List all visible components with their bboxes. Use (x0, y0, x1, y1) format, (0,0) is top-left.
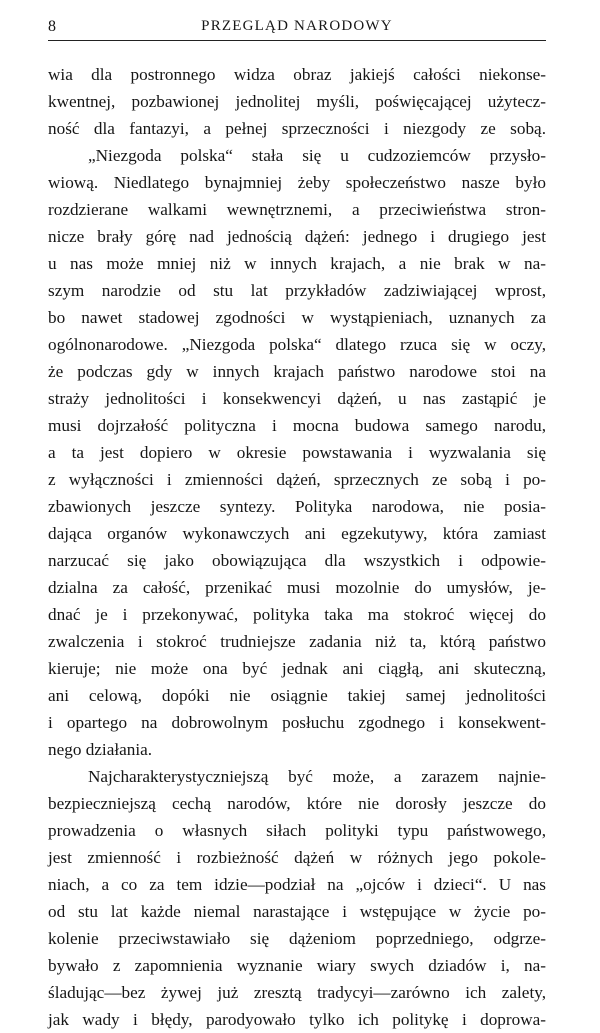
text-line: straży jednolitości i konsekwencyi dążeń, u nas zastąpić je (48, 389, 546, 408)
paragraph-first-line: „Niezgoda polska“ stała się u cudzoziemców przysło- (88, 146, 546, 165)
text-line: nego działania. (48, 740, 153, 759)
text-line: nicze brały górę nad jednością dążeń: jednego i drugiego jest (48, 227, 546, 246)
text-line: zbawionych jeszcze syntezy. Polityka narodowa, nie posia- (48, 497, 546, 516)
text-line: wiową. Niedlatego bynajmniej żeby społeczeństwo nasze było (48, 173, 546, 192)
text-line: i opartego na dobrowolnym posłuchu zgodnego i konsekwent- (48, 713, 546, 732)
text-line: kwentnej, pozbawionej jednolitej myśli, poświęcającej użytecz- (48, 92, 546, 111)
text-line: zwalczenia i stokroć trudniejsze zadania niż ta, którą państwo (48, 632, 546, 651)
text-line: bezpieczniejszą cechą narodów, które nie dorosły jeszcze do (48, 794, 546, 813)
text-line: od stu lat każde niemal narastające i wstępujące w życie po- (48, 902, 546, 921)
page-header (48, 14, 546, 36)
text-line: wia dla postronnego widza obraz jakiejś całości niekonse- (48, 65, 546, 84)
text-line: jest zmienność i rozbieżność dążeń w różnych jego pokole- (48, 848, 546, 867)
book-page (48, 14, 546, 1029)
text-line: u nas może mniej niż w innych krajach, a nie brak w na- (48, 254, 546, 273)
text-line: jak wady i błędy, parodyowało tylko ich politykę i doprowa- (48, 1010, 546, 1029)
text-line: ogólnonarodowe. „Niezgoda polska“ dlatego rzuca się w oczy, (48, 335, 546, 354)
text-line: śladując—bez żywej już zresztą tradycyi—zarówno ich zalety, (48, 983, 546, 1002)
paragraph-first-line: Najcharakterystyczniejszą być może, a zarazem najnie- (88, 767, 546, 786)
text-line: bywało z zapomnienia wyznanie wiary swych dziadów i, na- (48, 956, 546, 975)
running-title: PRZEGLĄD NARODOWY (201, 18, 393, 34)
text-line: dzialna za całość, przenikać musi mozolnie do umysłów, je- (48, 578, 546, 597)
text-line: kieruje; nie może ona być jednak ani ciągłą, ani skuteczną, (48, 659, 546, 678)
text-line: rozdzierane walkami wewnętrznemi, a przeciwieństwa stron- (48, 200, 546, 219)
text-line: dająca organów wykonawczych ani egzekutywy, która zamiast (48, 524, 546, 543)
text-line: z wyłączności i zmienności dążeń, sprzecznych ze sobą i po- (48, 470, 546, 489)
text-line: ność dla fantazyi, a pełnej sprzeczności i niezgody ze sobą. (48, 119, 546, 138)
body-text (48, 61, 546, 1033)
header-rule (48, 40, 546, 41)
text-line: szym narodzie od stu lat przykładów zadziwiającej wprost, (48, 281, 546, 300)
text-line: dnać je i przekonywać, polityka taka ma stokroć więcej do (48, 605, 546, 624)
text-line: musi dojrzałość polityczna i mocna budowa samego narodu, (48, 416, 546, 435)
text-line: a ta jest dopiero w okresie powstawania i wyzwalania się (48, 443, 546, 462)
text-line: prowadzenia o własnych siłach polityki typu państwowego, (48, 821, 546, 840)
text-line: że podczas gdy w innych krajach państwo narodowe stoi na (48, 362, 546, 381)
page-number: 8 (48, 18, 57, 35)
text-line: ani celową, dopóki nie osiągnie takiej samej jednolitości (48, 686, 546, 705)
text-line: bo nawet stadowej zgodności w wystąpieniach, uznanych za (48, 308, 546, 327)
text-line: niach, a co za tem idzie—podział na „ojców i dzieci“. U nas (48, 875, 546, 894)
text-line: kolenie przeciwstawiało się dążeniom poprzedniego, odgrze- (48, 929, 546, 948)
text-line: narzucać się jako obowiązująca dla wszystkich i odpowie- (48, 551, 546, 570)
